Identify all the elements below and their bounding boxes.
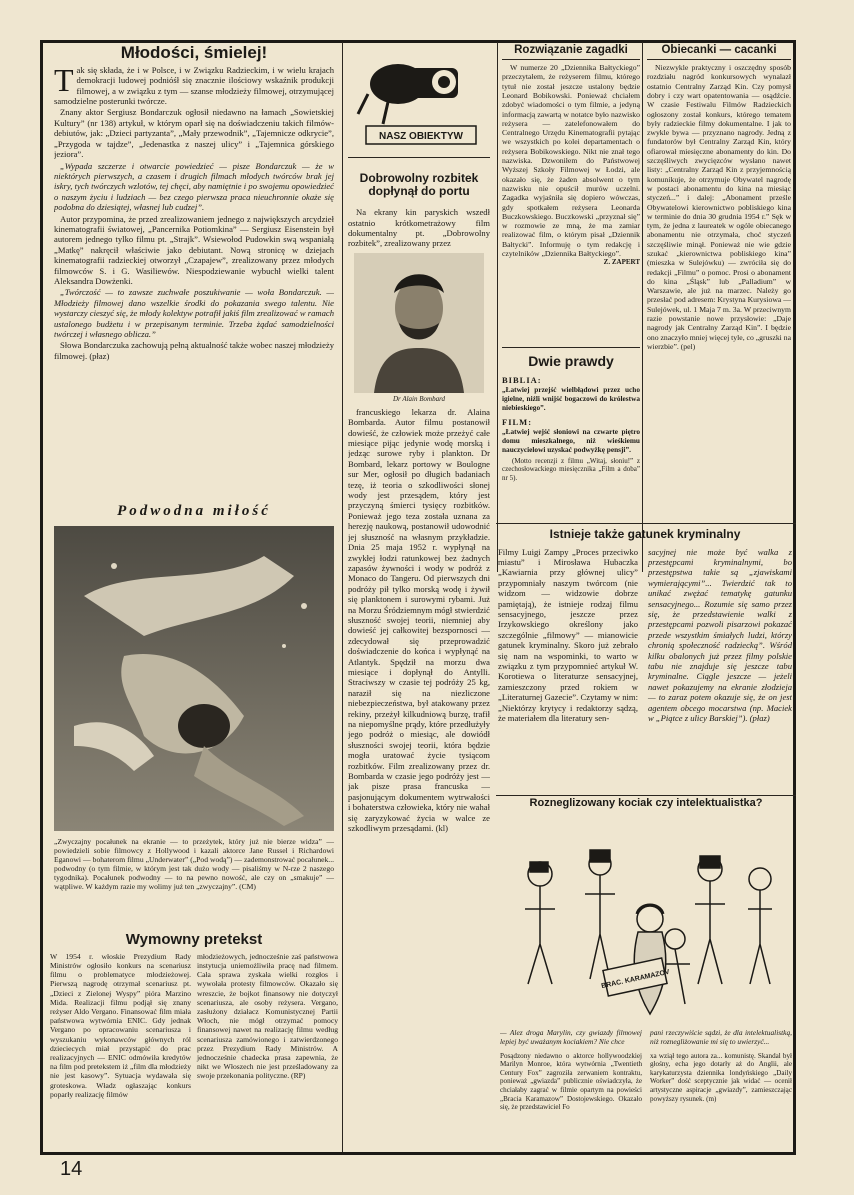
camera-logo-icon [348,44,484,154]
source-note: (Motto recenzji z filmu „Witaj, słoniu!” z czechosłowackiego miesięcznika „Film a doba” nr 5). [502,456,640,482]
cartoon-caption-right: pani rzeczywiście sądzi, że dla intelektualistką, niż roznegliżowanie mi się to uwierzyć... [650,1027,792,1046]
portrait-caption: Dr Alain Bombard [392,394,446,403]
article-title: Dobrowolny rozbitek dopłynął do portu [359,171,479,198]
article-obiecanki [647,44,791,519]
portrait-illustration [354,253,484,393]
logo-text: NASZ OBIEKTYW [379,131,463,142]
article-title: Wymowny pretekst [125,932,263,948]
photo-caption: „Zwyczajny pocałunek na ekranie — to przeżytek, który już nie bierze widza” — powiedzieli sobie filmowcy z Hollywood i kazali aktorce Jane Russel i Richardowi Eganowi — bohaterom filmu „Underwater” („Pod wodą”) — zademonstrować pocałunek... podwodny (o tym filmie, w którym jest tak dużo wody — pisaliśmy w N-rze 2 naszego tygodnika). Pocałunek podwodny — to na pewno nowość, ale czy on „smakuje” — wątpliwe. W każdym razie my wolimy już ten „zwyczajny”. (CM) [54,836,334,891]
article-title: Podwodna miłość [117,504,271,519]
cartoon-caption-left: — Alez droga Marylin, czy gwiazdy filmowej lepiej być uważanym kociakiem? Nie chce [500,1027,642,1046]
label-film: FILM: [502,416,533,427]
label-biblia: BIBLIA: [502,374,542,385]
article-body-left: Posądzony niedawno o aktorce hollywoodzkiej Marilyn Monroe, która wytwórnia „Twentieth Century Fox” zagroziła zerwaniem kontraktu, ponieważ „gwiazda” publicznie oświadczyła, że chciałaby zagrać w filmie opartym na powieści „Bracia Karamazow” Dostojewskiego. Okazało się, że przedstawiciel Fo [500,1051,642,1112]
article-title: Istnieje także gatunek kryminalny [549,528,741,541]
article-mlodosci [54,44,334,554]
quote-biblia: „Łatwiej przejść wielbłądowi przez ucho igielne, niźli wnijść bogaczowi do królestwa niebieskiego”. [502,384,640,412]
article-body-right: młodzieżowych, jednocześnie zaś państwowa instytucja uniemożliwiła pracę nad filmem. Cała sprawa zyskała wielki rozgłos i wywołała protesty filmowców. Okazało się wreszcie, że bojkot finansowy nie dotyczył scenariusza, ale osoby reżysera. Vergano, zasłużony działacz Komunistycznej Partii Włoch, nie mógł otrzymać pomocy finansowej nawet na realizację filmu według scenariusza zamówionego i zatwierdzonego przez Prezydium Rady Ministrów. A jednocześnie chadecka prasa zapewnia, że nikt we Włoszech nie jest prześladowany za swoje przekonania polityczne. (RP) [197,951,338,1081]
article-wymowny [50,932,338,1154]
article-podwodna [50,504,338,924]
column-rule [497,42,498,572]
article-body: francuskiego lekarza dr. Alaina Bombarda. Autor filmu postanowił dowieść, że człowiek może przeżyć całe miesiące pijąc jedynie wodę morską i jedząc surowe ryby i plankton. Dr Bombard, lekarz portowy w Boulogne sur Mer, ogłosił po długich badaniach tezę, iż teoria o szkodliwości słonej wody jest przesądem, który jest przyczyną śmierci tysięcy rozbitków. Ponieważ jego teza została uznana za herezję naukową, postanowił udowodnić jej słuszność na własnym przykładzie. Dnia 25 maja 1952 r. wypłynął na zwykłej łodzi ratunkowej bez żadnych zapasów żywności i wody w podróż z Monaco do Tangeru. Od pierwszych dni podróży pił tylko morską wodę i żywił się planktonem i surowymi rybami. Już na Morzu Śródziemnym mógł stwierdzić słuszność swojej teorii, niemniej aby dowieść jej całkowitej bezspornosci — zdecydował się przeprowadzić doświadczenie do końca i wypłynąć na Atlantyk. Spędził na morzu dwa miesiące i dopłynął do Antylli. Straciwszy w czasie tej podróży 25 kg, naraził się na niezliczone niebezpieczeństwa, był atakowany przez rekiny, przeżył kilkudniową burzę, trafił na niepomyślne prądy, które przedłużyły jego podróż o miesiąc, ale dowiódł słuszności swojej teorii, która będzie mogła uratować życie tysiącom rozbitków. Film zrealizowany przez dr. Bombarda w czasie jego podróży jest — jak pisze prasa francuska — pasjonującym dokumentem wytrwałości i bohaterstwa człowieka, który nie wahał się zaryzykować życia w walce ze szkodliwym przesądami. (kl) [348,406,490,834]
underwater-kiss-photo [54,526,334,831]
article-body: Niezwykle praktyczny i oszczędny sposób rozdziału nagród konkursowych wynalazł ostatnio Centralny Zarząd Kin. Czy pomysł dobry i czy wart opatentowania — osądźcie. W czasie Festiwalu Filmów Radzieckich ogłoszony został konkurs, którego tematem były radzieckie filmy dokumentalne. I jak to zwykle bywa — przyznano nagrody. Jedną z fundatorów był Centralny Zarząd Kin, który ofiarował miesięczne abonamenty do kin. Do szczęśliwych zwycięzców wysłano nawet listy: „Centralny Zarząd Kin z przyjemnością komunikuje, że otrzymuje Obywatel nagrodę w postaci abonamentu do kina na miesiąc styczeń...” i dalej: „Abonament prześle Obywatelowi kierownictwo pobliskiego kina w terminie do dnia 30 grudnia 1954 r.” Sęk w tym, że jedna z laureatek w ogóle obiecanego abonamentu nie otrzymała, choć styczeń szczęśliwie minął. Ponieważ nie wie gdzie szukać „kierownictwa pobliskiego kina” (mieszka w Sulejówku) — zwróciła się do redakcji „Filmu” o pomoc. Prosi o abonament do kina „Śląsk” lub „Palladium” w Warszawie, ale już na marzec. Należy go przesłać pod adresem: Krystyna Kurysiowa — Sulejówek, ul. 1 Maja 7 m. 3a. W przeciwnym razie powstanie nowe przysłowie: „Daje nagrody jak Centralny Zarząd Kin”. I będzie ono znaczyło mniej więcej tyle, co „gruszki na wierzbie”. (pel) [647,63,791,351]
article-dwie-prawdy [502,344,640,519]
divider [647,59,791,60]
divider [496,523,796,526]
article-title: Rozwiązanie zagadki [514,44,628,56]
divider [348,157,490,158]
article-body-left: W 1954 r. włoskie Prezydium Rady Ministrów ogłosiło konkurs na scenariusz filmu o problematyce młodzieżowej. Pierwszą nagrodę otrzymał scenariusz pt. „Dzieci z Zielonej Wyspy” pióra Marzino Mida. Realizacji filmu podjął się znany reżyser Aldo Vergano. Finansować film miała państwowa wytwórnia ENIC. Gdy jednak Vergano po opracowaniu scenariusza i wyszukaniu wykonawców głównych ról dzieciecych miał przystąpić do prac realizacyjnych — ENIC odmówiła kredytów na film pod pretekstem iż „film dla młodzieży nie jest kasowy”. Sytuacja wydawała się groteskowa. Władz ogłaszając konkurs poparły realizację filmów [50,951,191,1099]
article-intro: Na ekrany kin paryskich wszedł ostatnio krótkometrażowy film dokumentalny pt. „Dobrowolny rozbitek”, zrealizowany przez [348,207,490,249]
page-number: 14 [60,1158,83,1180]
column-rule [642,42,643,572]
quote-film: „Łatwiej wejść słoniowi na czwarte piętro domu mieszkalnego, niż wieśkiemu nauczycielowi uzyskać podwyżkę pensji”. [502,426,640,454]
article-body-right: xa wziął tego autora za... komunistę. Skandal był głośny, echa jego dotarły aż do Anglii, ale karykaturzysta dziennika londyńskiego „Daily Worker” dość sceptycznie jak widać — ocenił artystyczne aspiracje „gwiazdy”, zamieszczając powyższy rysunek. (m) [650,1051,792,1103]
article-title: Dwie prawdy [528,353,614,369]
article-body: Tak się składa, że i w Polsce, i w Związku Radzieckim, i w wielu krajach demokracji ludowej podnióśł się znacznie ilościowy wskaźnik produkcji filmowej, a w związku z tym — szanse młodzieży filmowej, otrzymującej samodzielne posterunki twórcze. Znany aktor Sergiusz Bondarczuk ogłosił niedawno na łamach „Sowietskiej Kultury” (nr 138) artykuł, w którym oparł się na doświadczeniu takich filmów-debiutów, jak: „Dzieci partyzanta”, „Mały przewodnik”, „Tajemnicze odkrycie”, „Przygoda w tajdze”, „Jedenastka z naszej ulicy” i „Tajemnica górskiego jeziora”. „Wypada szczerze i otwarcie powiedzieć — pisze Bondarczuk — że w niektórych pierwszych, a czasem i drugich filmach młodych twórców brak jej iskry, tych twórczych wzlotów, tej chęci, aby namiętnie i po swojemu opowiedzieć o naszym życiu i ludziach — bez czego pierwsza praca nieuchronnie okaże się podobna do dziesiątej, własnej lub cudzej”. Autor przypomina, że przed zrealizowaniem jednego z największych arcydzieł kinematografii światowej, „Pancernika Potiomkina” — Sergiusz Eisenstein był autorem jednego tylko filmu pt. „Strajk”. Wsiewołod Pudowkin swą wspaniałą „Matkę” nakręcił właściwie jako debiutant. Nową stronicę w dziejach kinematografii radzieckiej otworzył „Czapajew”, zrealizowany przez młodych filmowców S. i G. Wasiliewów. Niespodziewanie wybuchł wielki talent Aleksandra Dowżenki. „Twórczość — to zawsze zuchwałe poszukiwanie — woła Bondarczuk. — Młodzieży filmowej dano wszelkie środki do pokazania swego talentu. Nie wystarczy cieszyć się, że młody kolektyw potrafił jakiś film zrealizować w ramach ustalonego budżetu i w przepisanym terminie. Trzeba żądać samodzielności twórczej i własnego oblicza.” Słowa Bondarczuka zachowują pełną aktualność także wobec naszej młodzieży filmowej. (płaz) [54,61,334,361]
article-title: Młodości, śmielej! [120,44,268,62]
bombard-portrait [354,253,484,393]
cartoon [500,814,792,1024]
cartoon-illustration [500,814,792,1024]
article-title: Obiecanki — cacanki [661,44,777,56]
drop-cap: T [54,61,74,98]
divider [502,347,640,348]
article-kociak [500,798,792,1154]
article-zagadka [502,44,640,344]
underwater-illustration [54,526,334,831]
article-title: Rozneglizowany kociak czy intelektualistka? [529,798,763,809]
article-body: W numerze 20 „Dziennika Bałtyckiego” przeczytałem, że reżyserem filmu, którego tytuł nie został jeszcze ustalony będzie Leonard Bobikowski. Ponieważ chciałem zdobyć wiadomości o tym filmie, a jedyną informacją zawartą w notatce było nazwisko reżysera — zatelefonowałem do Centralnego Urzędu Kinematografii pytając we wszystkich po kolei departamentach o reżysera Bobikowskiego. Nikt nie znał tego nazwiska. Dzwoniłem do Państwowej Wyższej Szkoły Filmowej w Łodzi, ale okazało się, że żaden absolwent o tym nazwisku nie opuścił murów uczelni. Zagadka wyjaśniła się dopiero wówczas, gdy spotkałem reżysera Leonarda Buczkowskiego. Buczkowski „przyznał się” w rozmowie ze mną, że ma zamiar realizować film, o którym pisał „Dziennik Bałtycki”. Informuję o tym redakcję i czytelników „Dziennika Bałtyckiego”. [502,63,640,258]
book-sign-text: BRAC. KARAMAZOV [600,968,671,990]
nasz-obiektyw-logo [348,44,484,154]
article-istnieje [348,528,792,793]
article-body-left: Filmy Luigi Zampy „Proces przeciwko miastu” i Mirosława Hubaczka „Kawiarnia przy głównej ulicy” przypomniały naszym twórcom (nie widzom — widzowie dobrze pamiętają), że istnieje rodzaj filmu sensacyjnego, jeszcze przez Irzykowskiego określony jako szczególnie „filmowy” — mianowicie gatunek kryminalny. Skoro już zebrało się nam na wspominki, to warto w związku z tym przypomnieć artykuł W. Korotiewa o literaturze sensacyjnej, zamieszczony przed rokiem w „Literaturnej Gazecie”. Czytamy w nim: „Niektórzy krytycy i redaktorzy sądzą, że materiałem dla literatury sen- [498,546,638,724]
divider [502,59,640,60]
article-signature: Z. ZAPERT [603,258,640,267]
article-body-right: sacyjnej nie może być walka z przestępcami kryminalnymi, bo przestępstwa takie są „zjawiskami wymierającymi”... Twierdzić tak to unikać zwężać tematykę gatunku sensacyjnego... Rozumie się samo przez się, że przedstawienie walki z przestępcami pozwoli pisarzowi pokazać przede wszystkim śmiałych ludzi, którzy chronią społeczność radziecką”. Wśród kilku obalonych już przez filmy polskie tabu nie znajduje się jeszcze tabu kryminalne. Ciągle jeszcze — jeżeli nawet pokazujemy na ekranie złodzieja — to zaraz potem okazuje się, że on jest agentem obcego mocarstwa (np. Maciek w „Piątce z ulicy Barskiej”). (płaz) [648,546,792,724]
column-rule [342,42,343,1152]
